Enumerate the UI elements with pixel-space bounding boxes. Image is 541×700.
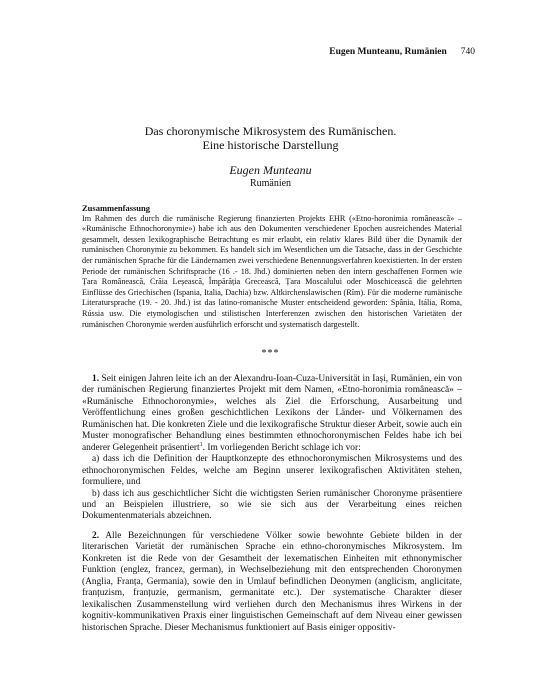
section-1-item-b: b) dass ich aus geschichtlicher Sicht die wichtigsten Serien rumänischer Choronyme präsentiere und an Beispielen illustriere, so wie sie sich aus der Verarbeitung eines reichen Dokumentenmaterials abzeichnen. bbox=[82, 488, 462, 522]
paper-author-country: Rumänien bbox=[249, 178, 292, 189]
section-1-text: Seit einigen Jahren leite ich an der Alexandru-Ioan-Cuza-Universität in Iași, Rumänien, ein von der rumänischen Regierung finanziertes Projekt mit dem Namen, «Etno-horonimia românească» – «Rumänische Ethnochoronymie», welches als Ziel die Erforschung, Ausarbeitung und Veröffentlichung eines großen geschichtlichen Lexikons der Länder- und Völkernamen des Rumänischen hat. Die konkreten Ziele und die lexikografische Struktur dieser Arbeit, sowie auch ein Muster monografischer Behandlung eines bestimmten ethnochoronymischen Feldes habe ich bei anderer Gelegenheit präsentiert bbox=[82, 374, 463, 453]
abstract bbox=[82, 203, 462, 330]
section-1-text-continued: . Im vorliegenden Bericht schlage ich vor: bbox=[202, 442, 361, 453]
section-2-text: Alle Bezeichnungen für verschiedene Völker sowie bewohnte Gebiete bilden in der literarischen Varietät der rumänischen Sprache ein ethno-choronymisches Mikrosystem. Im Konkreten ist die Rede von der Gesamtheit der lexematischen Einheiten mit ethnonymischer Funktion (englez, francez, german), in Wechselbeziehung mit den entsprechenden Choronymen (Anglia, Franța, Germania), sowie den in Umlauf befindlichen Deonymen (anglicism, anglicitate, franțuzism, franțuzie, germanism, germanitate etc.). Der systematische Charakter dieser lexikalischen Zusammenstellung wird verliehen durch den Mechanismus ihres Wirkens in der kognitiv-kommunikativen Praxis einer linguistischen Gemeinschaft auf dem Niveau einer gewissen historischen Sprache. Dieser Mechanismus funktioniert auf Basis einiger oppositiv- bbox=[82, 531, 462, 633]
section-1-paragraph bbox=[82, 374, 462, 454]
section-1 bbox=[82, 374, 462, 523]
abstract-heading: Zusammenfassung bbox=[82, 203, 151, 213]
paper-title bbox=[0, 124, 541, 152]
section-2 bbox=[82, 531, 462, 634]
section-2-number: 2. bbox=[92, 531, 100, 541]
paper-title-line-2: Eine historische Darstellung bbox=[202, 138, 339, 152]
footnote-marker[interactable]: 1 bbox=[199, 441, 203, 448]
paper-title-line-1: Das choronymische Mikrosystem des Rumänischen. bbox=[144, 124, 397, 138]
paper-author: Eugen Munteanu bbox=[229, 163, 312, 177]
section-1-number: 1. bbox=[92, 374, 100, 384]
running-header-author: Eugen Munteanu, Rumänien bbox=[329, 47, 447, 57]
section-1-item-a: a) dass ich die Definition der Hauptkonzepte des ethnochoronymischen Mikrosystems und des ethnochoronymischen Feldes, welche am Beginn unserer lexikografischen Aktivitäten stehen, formuliere, und bbox=[82, 454, 462, 488]
section-separator: *** bbox=[261, 348, 280, 359]
page-number: 740 bbox=[460, 47, 475, 57]
section-2-paragraph bbox=[82, 531, 462, 634]
running-header bbox=[329, 47, 475, 57]
abstract-text: Im Rahmen des durch die rumänische Regierung finanzierten Projekts EHR («Etno-horonimia românească» – «Rumänische Ethnochoronymie») habe ich aus den Dokumenten verschiedener Epochen ausreichendes Material gesammelt, dessen lexikographische Betrachtung es mir erlaubt, ein relativ klares Bild über die Dynamik der rumänischen Choronymie zu bekommen. Es handelt sich im Wesentlichen um die Tatsache, dass in der Geschichte der rumänischen Sprache für die Ländernamen zwei verschiedene Benennungsverfahren koexistierten. In der ersten Periode der rumänischen Schriftsprache (16 .- 18. Jhd.) dominierten neben den intern geschaffenen Formen wie Țara Românească, Crăia Leșească, Împărăția Grecească, Țara Moscalului oder Moschicească die gelehrten Einflüsse des Griechischen (Ispania, Italia, Dachia) bzw. Altkirchenslawischen (Rîm). Für die moderne rumänische Literatursprache (19. - 20. Jhd.) ist das latino-romanische Muster entscheidend geworden: Spânia, Itália, Roma, Rússia usw. Die etymologischen und stilistischen Interferenzen zwischen den historischen Varietäten der rumänischen Choronymie werden ausführlich erforscht und systematisch dargestellt. bbox=[82, 213, 462, 329]
